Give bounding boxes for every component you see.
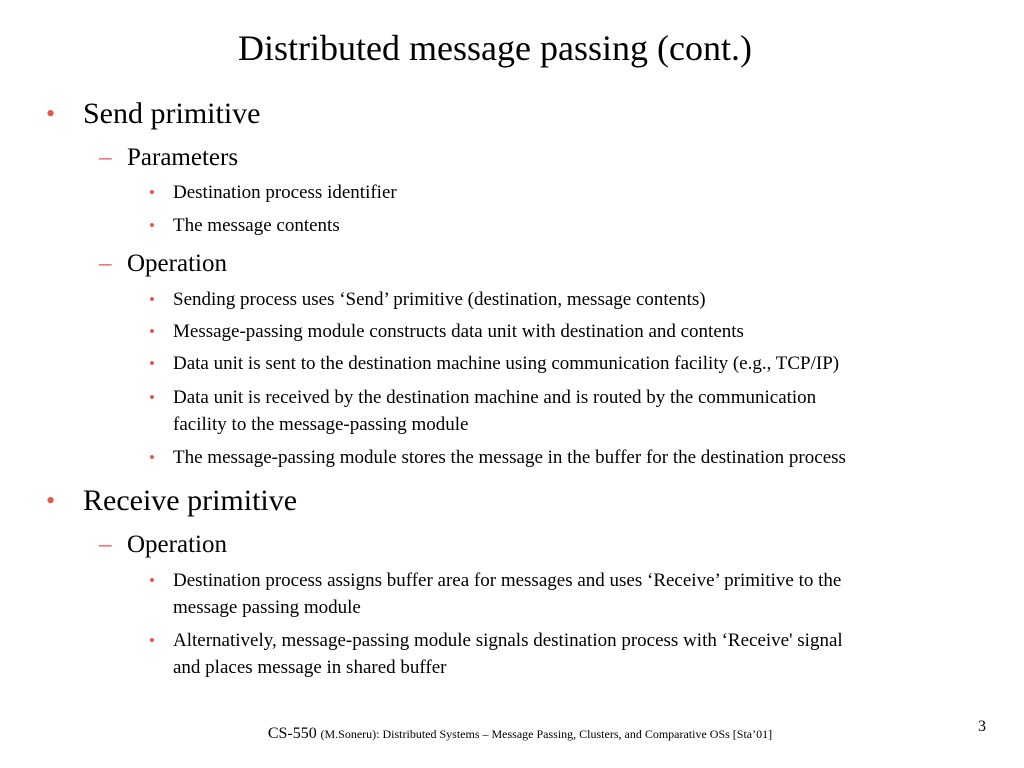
bullet-receive-primitive [46,483,298,519]
footer-course: CS-550 [267,725,317,742]
bullet-icon: • [149,354,155,373]
list-item [149,444,846,471]
list-item-continuation [173,594,361,621]
list-item-label: Sending process uses ‘Send’ primitive (destination, message contents) [173,289,706,310]
list-item-label: Data unit is sent to the destination machine using communication facility (e.g., TCP/IP) [173,353,840,374]
list-item-label: Alternatively, message-passing module signals destination process with ‘Receive' signal [173,630,843,651]
list-item-label: and places message in shared buffer [173,657,447,678]
footer-citation: (M.Soneru): Distributed Systems – Message Passing, Clusters, and Comparative OSs [Sta’01] [320,727,773,741]
list-item-continuation [173,654,446,681]
list-item [149,286,706,313]
bullet-icon: • [149,571,155,590]
bullet-send-primitive [46,96,261,132]
list-item [149,179,397,206]
sub-bullet-label: Operation [127,250,227,277]
list-item [149,350,840,377]
bullet-icon: • [46,486,56,515]
bullet-icon: • [149,290,155,309]
bullet-icon: • [149,631,155,650]
page-number: 3 [978,718,986,735]
bullet-icon: • [149,183,155,202]
slide-footer [0,722,1024,746]
list-item [149,318,744,345]
dash-icon: – [99,250,112,277]
sub-bullet-parameters [99,143,239,173]
dash-icon: – [99,531,112,558]
list-item-label: Destination process identifier [173,182,397,203]
list-item-label: Destination process assigns buffer area for messages and uses ‘Receive’ primitive to the [173,570,842,591]
list-item [149,212,340,239]
bullet-icon: • [149,388,155,407]
list-item-label: The message contents [173,215,340,236]
list-item-label: message passing module [173,597,361,618]
bullet-icon: • [149,216,155,235]
sub-bullet-operation [99,249,227,279]
bullet-label: Receive primitive [83,484,298,517]
list-item-label: Message-passing module constructs data unit with destination and contents [173,321,744,342]
bullet-icon: • [149,322,155,341]
slide-title: Distributed message passing (cont.) [238,28,752,68]
list-item-label: facility to the message-passing module [173,414,469,435]
bullet-label: Send primitive [83,97,261,130]
list-item [149,384,817,411]
list-item-continuation [173,411,468,438]
bullet-icon: • [46,99,56,128]
sub-bullet-label: Operation [127,531,227,558]
bullet-icon: • [149,448,155,467]
list-item-label: Data unit is received by the destination machine and is routed by the communication [173,387,817,408]
dash-icon: – [99,144,112,171]
sub-bullet-label: Parameters [127,144,239,171]
list-item-label: The message-passing module stores the message in the buffer for the destination process [173,447,846,468]
sub-bullet-operation [99,530,227,560]
list-item [149,627,843,654]
list-item [149,567,842,594]
